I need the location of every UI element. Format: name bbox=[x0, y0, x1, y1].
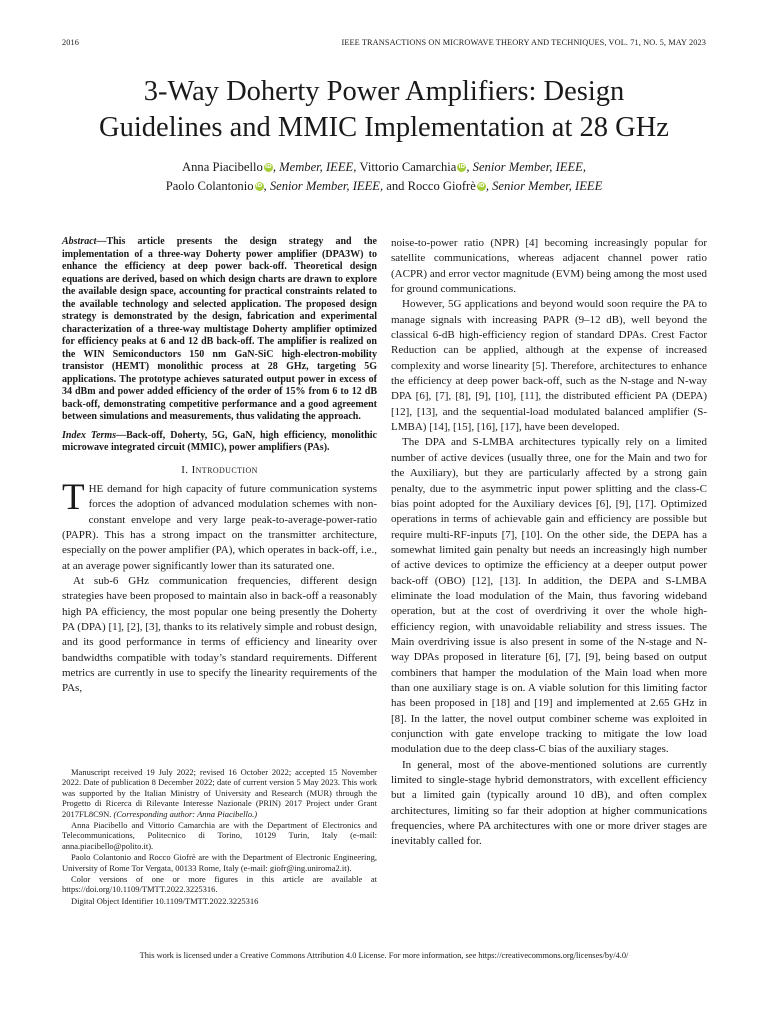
index-terms bbox=[62, 430, 377, 455]
orcid-icon[interactable]: iD bbox=[458, 164, 466, 170]
intro-paragraph-3: noise-to-power ratio (NPR) [4] becoming increasingly popular for satellite communications, whereas adjacent channel power ratio (ACPR) and error vector magnitude (EVM) being among the most used for ground communications. bbox=[391, 237, 707, 296]
footnote-manuscript bbox=[62, 767, 377, 819]
corresponding-author: (Corresponding author: Anna Piacibello.) bbox=[111, 808, 258, 819]
right-column bbox=[391, 236, 707, 850]
author-list bbox=[40, 158, 728, 196]
abstract-label: Abstract bbox=[62, 236, 97, 247]
author-role: , Senior Member, IEEE bbox=[485, 179, 603, 193]
author-name: Vittorio Camarchia bbox=[359, 160, 457, 174]
title-line-1: 3-Way Doherty Power Amplifiers: Design bbox=[143, 76, 625, 107]
author-role: , Senior Member, IEEE, bbox=[263, 179, 387, 193]
section-heading bbox=[62, 463, 377, 478]
footnotes bbox=[62, 767, 377, 907]
journal-name: IEEE TRANSACTIONS ON MICROWAVE THEORY AND TECHNIQUES, VOL. 71, NO. 5, MAY 2023 bbox=[341, 38, 706, 47]
footnote-affiliation-2: Paolo Colantonio and Rocco Giofrè are with the Department of Electronic Engineering, University of Rome Tor Vergata, 00133 Rome, Italy (e-mail: giofr@ing.uniroma2.it). bbox=[62, 852, 377, 873]
author-name: Anna Piacibello bbox=[182, 160, 263, 174]
index-terms-text: —Back-off, Doherty, 5G, GaN, high efficiency, monolithic microwave integrated circuit (MMIC), power amplifiers (PAs). bbox=[62, 429, 377, 453]
author-name: and Rocco Giofrè bbox=[386, 179, 476, 193]
author-role: , Senior Member, IEEE, bbox=[466, 160, 586, 174]
intro-paragraph-1 bbox=[62, 476, 377, 574]
paragraph-text: HE demand for high capacity of future communication systems forces the adoption of advanced modulation schemes with non-constant envelope and very large peak-to-average-power-ratio (PAPR). This has a strong impact on the transmitter architecture, especially on the power amplifier (PA), which operates in back-off, i.e., at an average power significantly lower than its saturated one. bbox=[62, 482, 377, 572]
title-line-2: Guidelines and MMIC Implementation at 28 GHz bbox=[99, 112, 669, 143]
section-title: Introduction bbox=[191, 463, 258, 476]
page-number: 2016 bbox=[62, 38, 79, 47]
footnote-doi[interactable]: Digital Object Identifier 10.1109/TMTT.2022.3225316 bbox=[71, 895, 259, 906]
license-notice[interactable]: This work is licensed under a Creative Commons Attribution 4.0 License. For more information, see https://creativecommons.org/licenses/by/4.0/ bbox=[139, 951, 629, 960]
orcid-icon[interactable]: iD bbox=[265, 164, 272, 170]
author-name: Paolo Colantonio bbox=[165, 179, 254, 193]
index-terms-label: Index Terms bbox=[62, 429, 117, 441]
footnote-affiliation-1: Anna Piacibello and Vittorio Camarchia are with the Department of Electronics and Telecommunications, Politecnico di Torino, 10129 Turin, Italy (e-mail: anna.piacibello@polito.it). bbox=[62, 820, 377, 851]
intro-paragraph-4: However, 5G applications and beyond would soon require the PA to manage signals with increasing PAPR (9–12 dB), well beyond the classical 6-dB high-efficiency region of standard DPAs. Crest Factor Reduction can be applied, although at the expense of increased complexity and worse linearity [5]. Therefore, architectures to enhance the efficiency at deep power back-off, such as the N-stage and N-way DPA [6], [7], [8], [9], [10], [11], the distributed efficient PA (DEPA) [12], [13], and the sequential-load modulated balanced amplifier (S-LMBA) [14], [15], [16], [17], have been developed. bbox=[391, 298, 707, 434]
footnote-color-versions[interactable]: Color versions of one or more figures in this article are available at https://doi.org/10.1109/TMTT.2022.3225316. bbox=[62, 874, 377, 895]
author-line-2 bbox=[40, 177, 728, 196]
author-role: , Member, IEEE, bbox=[272, 160, 360, 174]
intro-paragraph-2: At sub-6 GHz communication frequencies, different design strategies have been proposed to maintain also in back-off a reasonably high PA efficiency, the most popular one being presently the Doherty PA (DPA) [1], [2], [3], thanks to its relatively simple and robust design, and its good performance in terms of efficiency and linearity over bandwidths compatible with today’s standard requirements. Different metrics are currently in use to specify the linearity requirements of the PAs, bbox=[62, 574, 377, 695]
intro-paragraph-5: The DPA and S-LMBA architectures typically rely on a limited number of active devices (usually three, one for the Main and two for the Auxiliary), but they are particularly affected by a strong gain penalty, due to the asymmetric input power splitting and the class-C bias point adopted for the Auxiliary devices [6], [9], [17]. Optimized operations in terms of achievable gain and efficiency are possible but require multi-RF-inputs [7], [10]. On the other side, the DEPA has a somewhat limited gain penalty but needs an increasingly high number of active devices to optimize the efficiency at a deeper output power back-off (OBO) [12], [13]. In addition, the DEPA and S-LMBA eliminate the load modulation of the Main, thus favoring wideband operation, but at the cost of overdriving it over the whole high-efficiency region, with unavoidable reliability and stress issues. The Main overdriving issue is also present in some of the N-stage and N-way DPAs proposed in literature [6], [7], [9], being based on output combiners that hamper the modulation of the Main load when more than one auxiliary stage is on. A viable solution for this limiting factor has been proposed in [18] and [19] and implemented at 2.65 GHz in [8]. In the latter, the novel output combiner scheme was exploited in conjunction with gate envelope tracking to mitigate the low load modulation due to the deep class-C bias of the auxiliary stages. bbox=[391, 436, 707, 756]
left-column bbox=[62, 236, 377, 697]
intro-paragraph-6: In general, most of the above-mentioned solutions are currently limited to single-stage hybrid demonstrators, with excellent efficiency but a limited gain (typically around 10 dB), and often complex architectures, limiting so far their adoption at higher communications frequencies, where PA architectures with one or more driver stages are inevitably called for. bbox=[391, 758, 707, 848]
running-head bbox=[62, 38, 706, 47]
paper-title bbox=[40, 74, 728, 146]
abstract bbox=[62, 236, 377, 424]
orcid-icon[interactable]: iD bbox=[255, 183, 263, 189]
author-line-1 bbox=[40, 158, 728, 177]
abstract-text: —This article presents the design strategy and the implementation of a three-way Doherty power amplifier (DPA3W) to enhance the efficiency at deep power back-off. Theoretical design equations are derived, based on which design charts are drawn to explore the available design space, accounting for practical constraints related to the available technology and selected application. The proposed design strategy is demonstrated by the design, fabrication and experimental characterization of a three-way multistage Doherty amplifier optimized for efficiency peaks at 6 and 12 dB back-off. The amplifier is realized on the WIN Semiconductors 150 nm GaN-SiC high-electron-mobility transistor (HEMT) monolithic process at 28 GHz, targeting 5G applications. The prototype achieves saturated output power in excess of 34 dBm and power added efficiency of the order of 15% from 6 to 12 dB back-off, demonstrating competitive performance and a good agreement between simulations and measurements, thus validating the approach. bbox=[62, 236, 377, 422]
section-numeral: I. bbox=[181, 463, 192, 476]
footnote-text: Manuscript received 19 July 2022; revised 16 October 2022; accepted 15 November 2022. Date of publication 8 December 2022; date of current version 5 May 2023. This work was supported by the Italian Ministry of University and Research (MUR) through the Progetto di Ricerca di Rilevante Interesse Nazionale (PRIN) 2017 Project under Grant 2017FL8C9N. bbox=[62, 767, 377, 819]
orcid-icon[interactable]: iD bbox=[478, 183, 485, 189]
drop-cap: T bbox=[62, 476, 85, 518]
